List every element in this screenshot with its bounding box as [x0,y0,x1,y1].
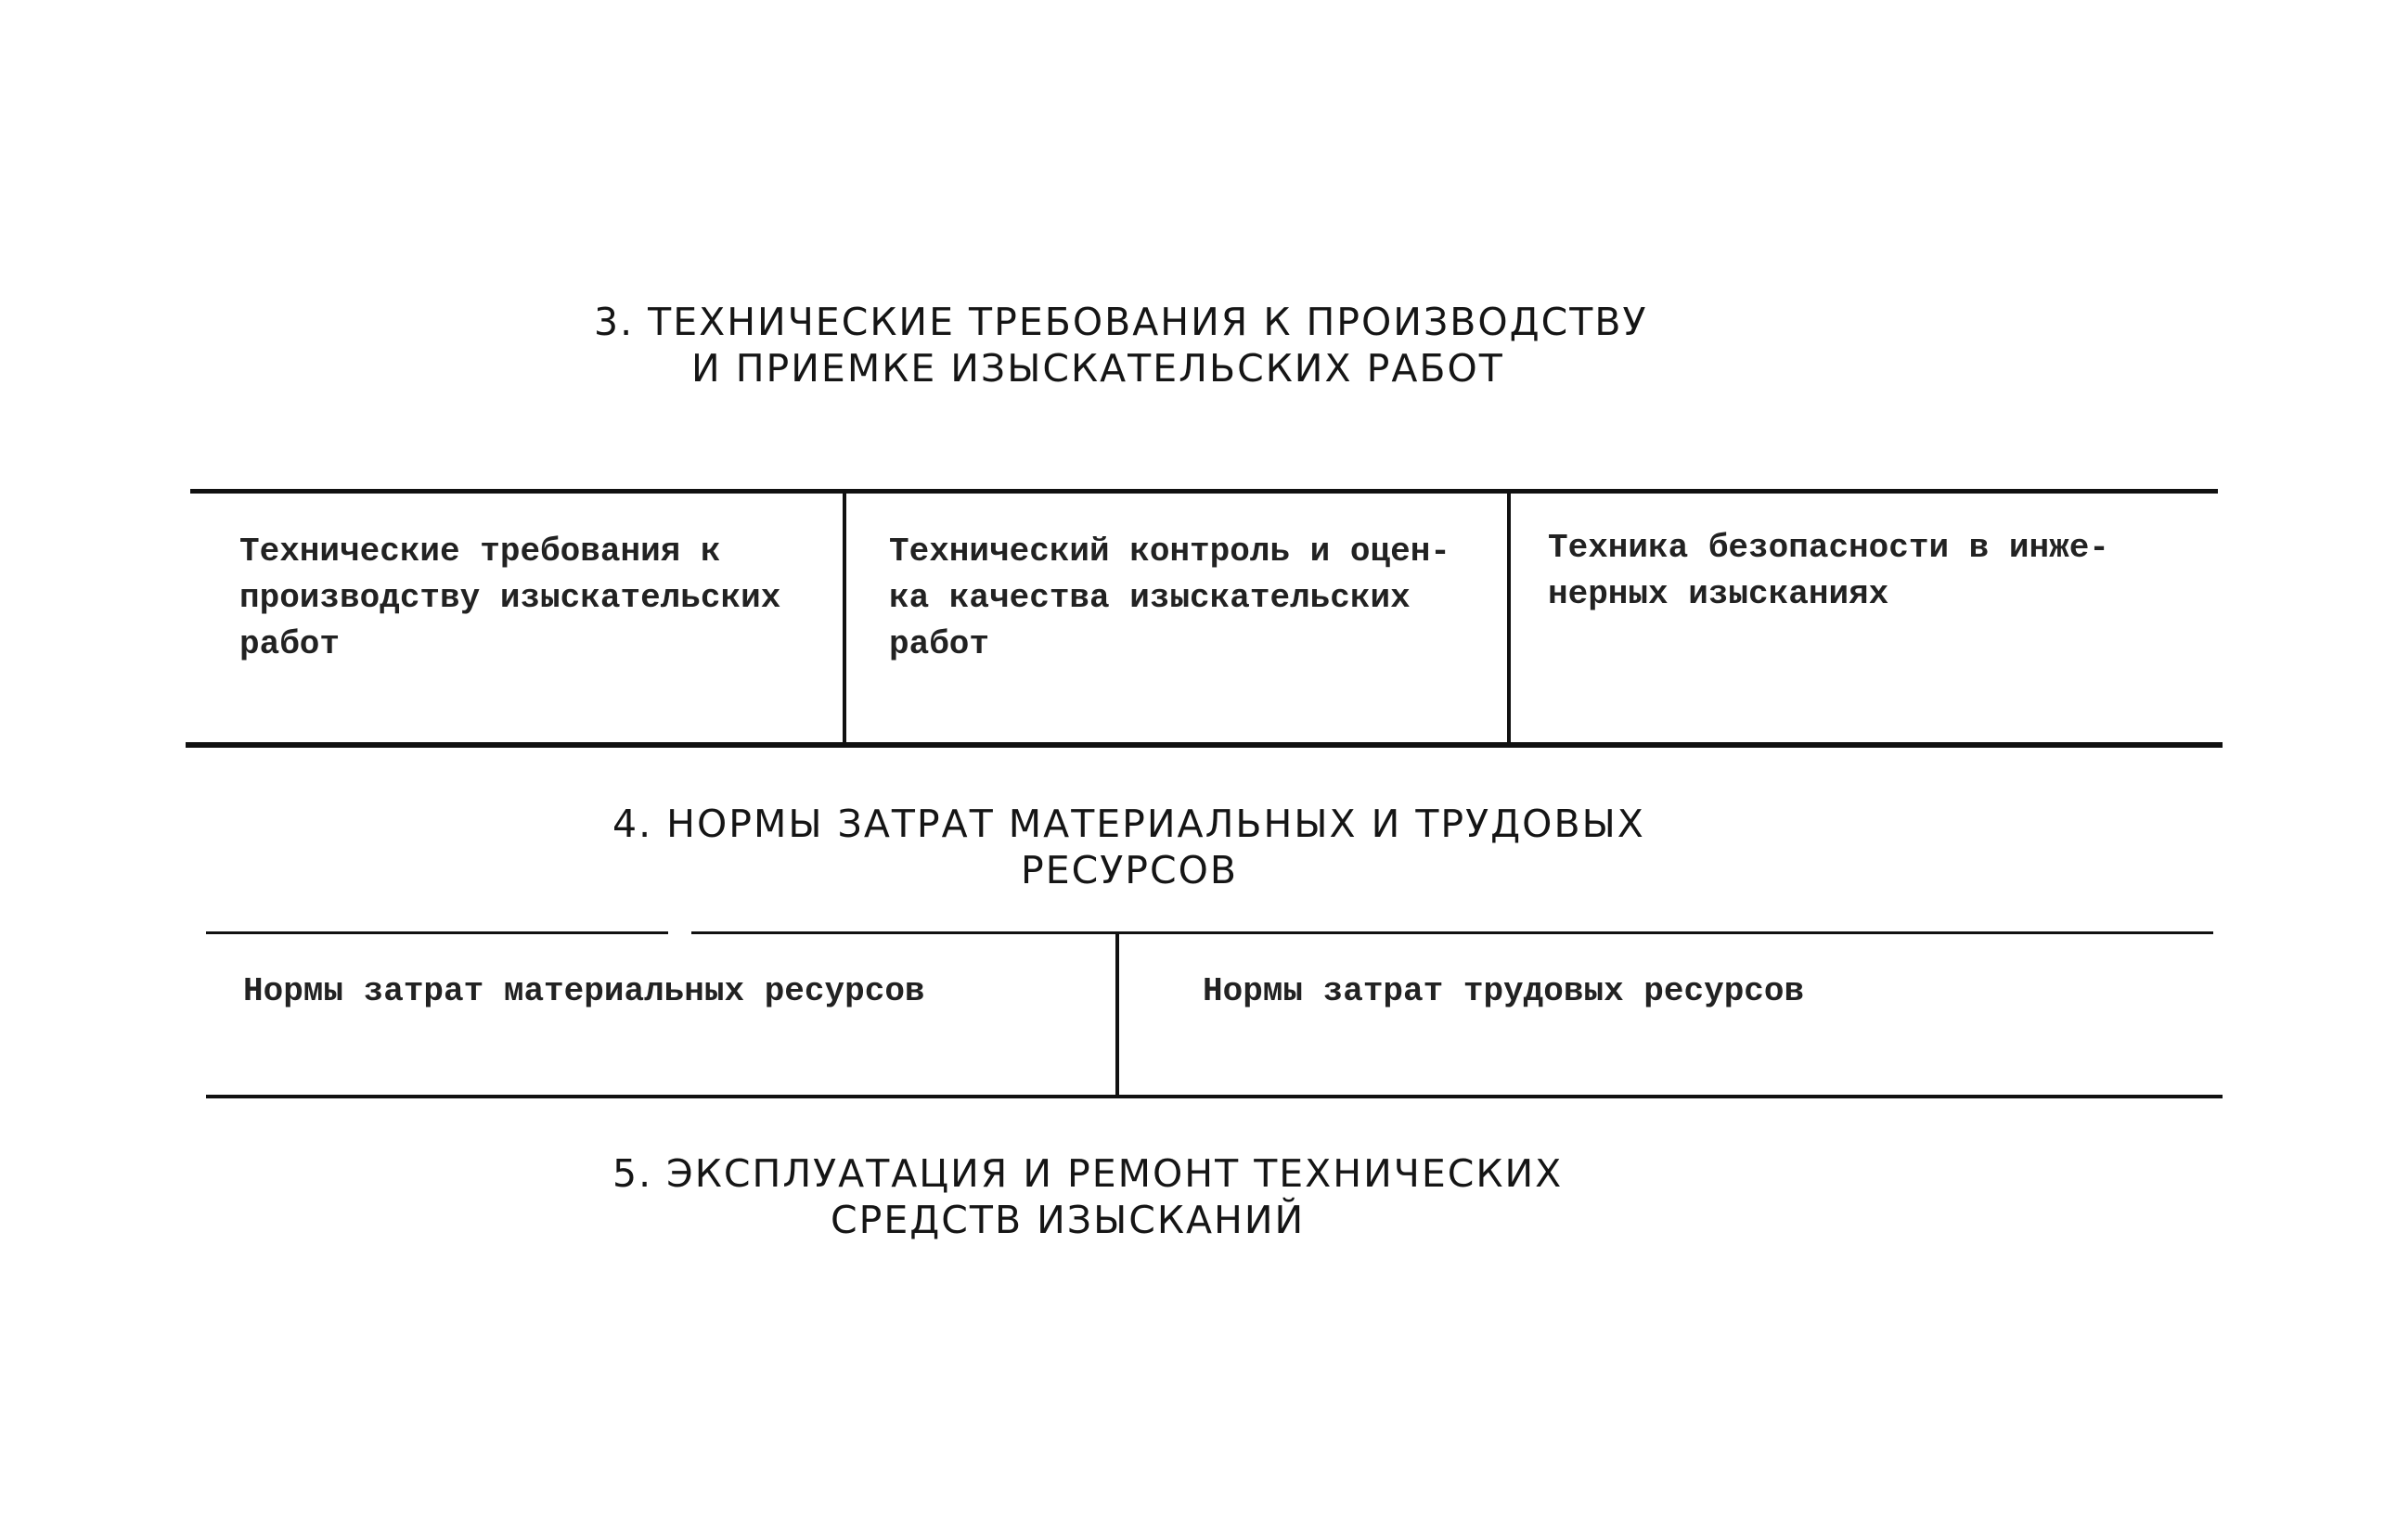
cell-line: Нормы затрат материальных ресурсов [243,972,925,1010]
cell-line: работ [239,625,341,663]
cell-line: Техника безопасности в инже- [1548,529,2109,567]
section-3-title-line-1: 3. ТЕХНИЧЕСКИЕ ТРЕБОВАНИЯ К ПРОИЗВОДСТВУ [594,300,1648,344]
column-divider [843,492,846,742]
cell-line: нерных изысканиях [1548,575,1889,613]
table-cell-technical-control [889,529,1450,668]
table-bottom-border [206,1095,2223,1098]
table-bottom-border [186,742,2223,748]
table-top-border [206,931,668,934]
cell-line: производству изыскательских [239,579,781,617]
table-top-border [190,489,2218,494]
cell-line: работ [889,625,990,663]
cell-line: Технический контроль и оцен- [889,533,1450,571]
table-top-border [691,931,2213,934]
cell-line: Нормы затрат трудовых ресурсов [1203,972,1805,1010]
table-cell-safety [1548,525,2109,618]
table-cell-labor-norms [1203,969,1804,1015]
cell-line: Технические требования к [239,533,721,571]
section-5-title-line-1: 5. ЭКСПЛУАТАЦИЯ И РЕМОНТ ТЕХНИЧЕСКИХ [612,1151,1564,1196]
cell-line: ка качества изыскательских [889,579,1411,617]
section-4-title-line-1: 4. НОРМЫ ЗАТРАТ МАТЕРИАЛЬНЫХ И ТРУДОВЫХ [612,802,1645,846]
column-divider [1115,934,1119,1097]
column-divider [1507,492,1511,744]
section-4-title-line-2: РЕСУРСОВ [1021,848,1238,892]
table-cell-material-norms [243,969,925,1015]
section-3-title-line-2: И ПРИЕМКЕ ИЗЫСКАТЕЛЬСКИХ РАБОТ [691,346,1504,391]
section-5-title-line-2: СРЕДСТВ ИЗЫСКАНИЙ [831,1198,1306,1242]
table-cell-production-requirements [239,529,780,668]
